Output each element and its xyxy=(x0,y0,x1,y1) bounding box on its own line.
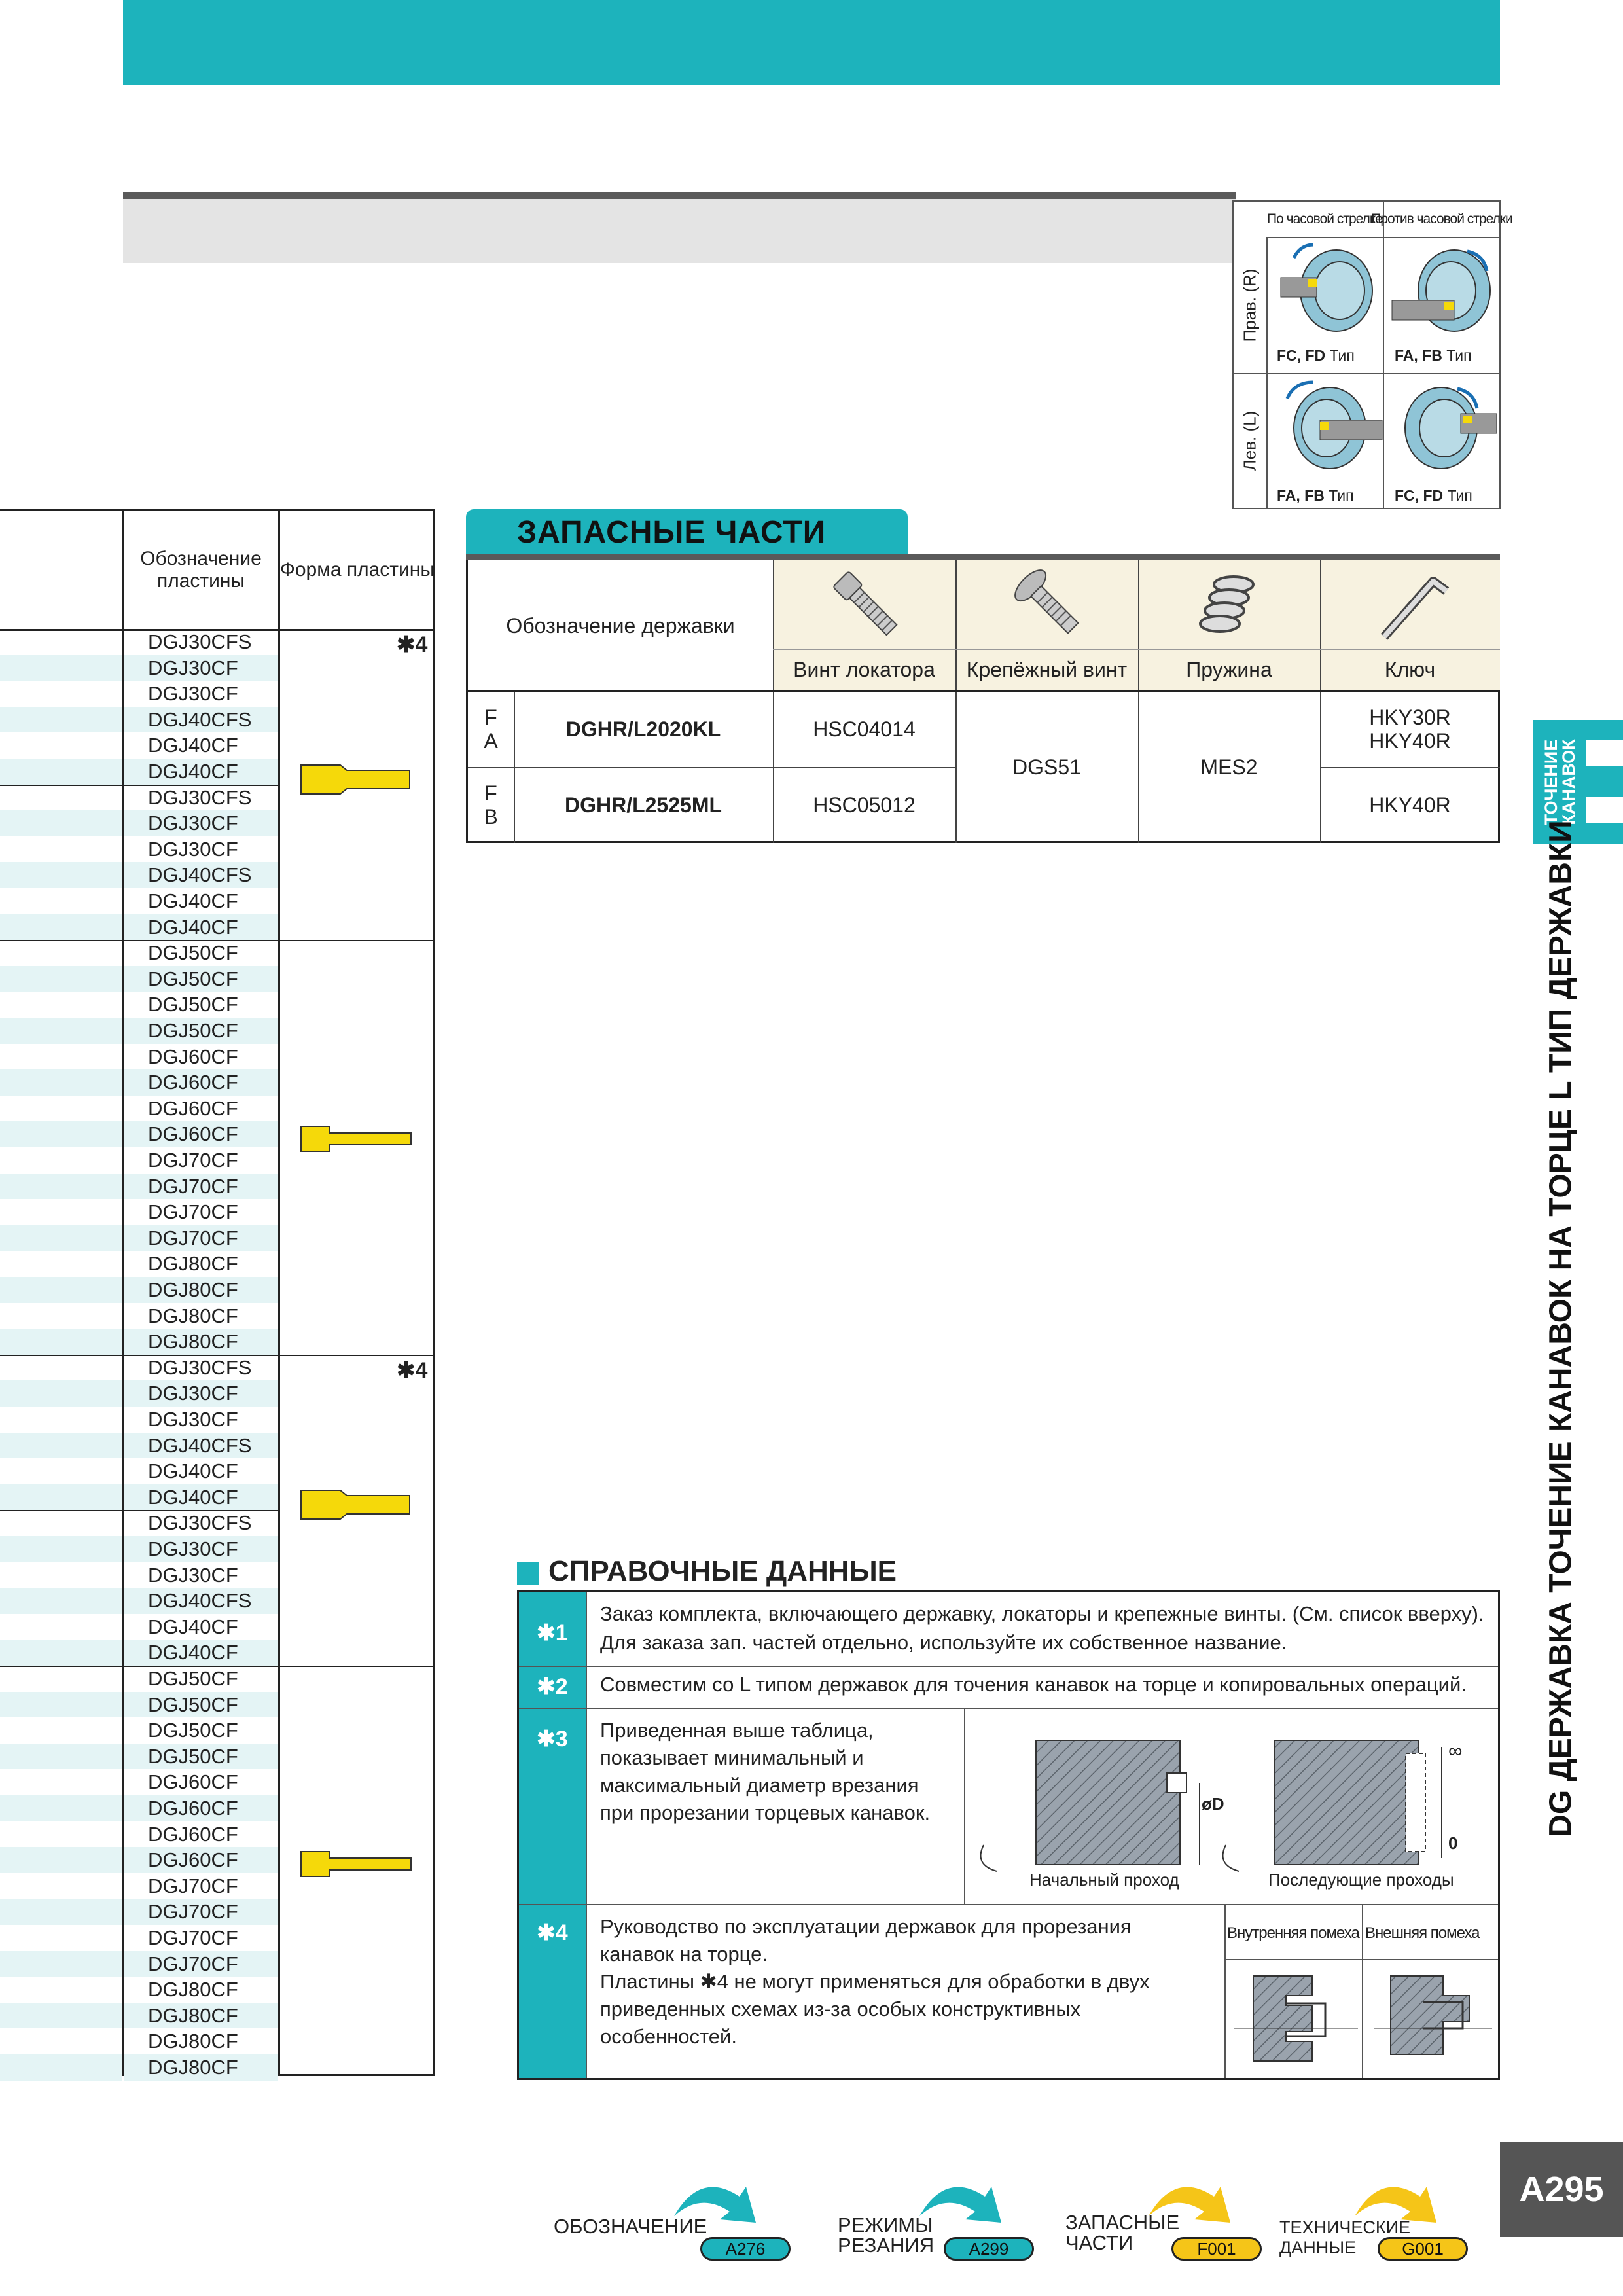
note-text: приведенных схемах из-за особых конструктивных xyxy=(600,1998,1081,2020)
insert-code: DGJ40CFS xyxy=(148,1433,252,1457)
insert-code: DGJ30CFS xyxy=(148,785,252,809)
holder-code: DGHR/L2525ML xyxy=(564,793,722,817)
section-header-bar xyxy=(123,192,1236,263)
insert-code: DGJ30CF xyxy=(148,812,238,835)
insert-code: DGJ60CF xyxy=(148,1797,238,1820)
row-stripe xyxy=(0,1744,122,1770)
col-header-spring: Пружина xyxy=(1186,658,1272,681)
reference-table xyxy=(517,1590,1500,2080)
insert-shape-icon xyxy=(298,1845,416,1884)
row-stripe xyxy=(0,1433,122,1459)
rotation-illustrations xyxy=(1268,238,1499,507)
row-stripe xyxy=(0,1018,122,1044)
insert-code: DGJ40CF xyxy=(148,760,238,783)
row-stripe xyxy=(0,1121,122,1147)
note-number: ✱1 xyxy=(537,1621,568,1645)
insert-code: DGJ40CF xyxy=(148,1641,238,1664)
next-pass-caption: Последующие проходы xyxy=(1268,1870,1454,1890)
insert-code: DGJ30CF xyxy=(148,1537,238,1560)
insert-code: DGJ60CF xyxy=(148,1096,238,1120)
note-text: Приведенная выше таблица, xyxy=(600,1719,874,1742)
insert-table xyxy=(0,509,435,2079)
holder-code: DGHR/L2020KL xyxy=(565,717,721,741)
col-header-key: Ключ xyxy=(1384,658,1436,681)
insert-shape-icon xyxy=(298,1120,416,1159)
insert-code: DGJ50CF xyxy=(148,941,238,965)
holder-type: F B xyxy=(484,781,498,829)
row-stripe xyxy=(0,966,122,992)
insert-code: DGJ30CF xyxy=(148,1563,238,1587)
nav-ref[interactable]: A276 xyxy=(700,2237,791,2261)
workpiece-icon xyxy=(1405,387,1497,469)
nav-label[interactable]: РЕЖИМЫ РЕЗАНИЯ xyxy=(838,2214,935,2257)
top-banner xyxy=(123,0,1500,85)
insert-code: DGJ30CF xyxy=(148,682,238,706)
section-tab-label: ТОЧЕНИЕ КАНАВОК xyxy=(1541,739,1578,825)
insert-code: DGJ70CF xyxy=(148,1174,238,1198)
insert-code: DGJ70CF xyxy=(148,1200,238,1224)
row-stripe xyxy=(0,1225,122,1251)
note-number: ✱4 xyxy=(537,1920,568,1945)
row-stripe xyxy=(0,1536,122,1562)
row-stripe xyxy=(0,1692,122,1718)
insert-code: DGJ80CF xyxy=(148,1278,238,1301)
insert-code: DGJ30CFS xyxy=(148,1511,252,1535)
caption: FA, FB Тип xyxy=(1395,347,1472,364)
insert-code: DGJ50CF xyxy=(148,967,238,990)
note-marker: ✱4 xyxy=(397,1358,428,1383)
rotation-direction-panel xyxy=(1232,200,1512,509)
insert-code: DGJ80CF xyxy=(148,2003,238,2027)
insert-code: DGJ60CF xyxy=(148,1770,238,1794)
col-header-shape: Форма пластины xyxy=(280,559,435,581)
row-stripe xyxy=(0,1329,122,1355)
header-clockwise: По часовой стрелке xyxy=(1266,202,1384,238)
insert-code: DGJ50CF xyxy=(148,1667,238,1690)
note-text: при прорезании торцевых канавок. xyxy=(600,1801,931,1824)
nav-ref[interactable]: G001 xyxy=(1378,2237,1468,2261)
note-number: ✱2 xyxy=(537,1674,568,1699)
inner-interference-header: Внутренняя помеха xyxy=(1227,1924,1359,1942)
spring-icon xyxy=(1188,568,1273,643)
note-text: максимальный диаметр врезания xyxy=(600,1774,919,1797)
insert-code: DGJ80CF xyxy=(148,2030,238,2053)
insert-code: DGJ60CF xyxy=(148,1848,238,1872)
insert-code: DGJ40CF xyxy=(148,1460,238,1483)
insert-code: DGJ40CF xyxy=(148,734,238,757)
interference-diagrams xyxy=(1227,1963,1495,2074)
row-stripe xyxy=(0,1588,122,1614)
row-stripe xyxy=(0,759,122,785)
col-header-holder: Обозначение державки xyxy=(506,614,735,637)
insert-code: DGJ30CFS xyxy=(148,1355,252,1379)
insert-code: DGJ60CF xyxy=(148,1122,238,1146)
locator-screw-value: HSC04014 xyxy=(813,717,916,741)
row-stripe xyxy=(0,914,122,941)
row-stripe xyxy=(0,1380,122,1407)
key-value: HKY30R HKY40R xyxy=(1369,706,1451,753)
insert-code: DGJ60CF xyxy=(148,1822,238,1846)
insert-code: DGJ30CF xyxy=(148,656,238,679)
note-text: Пластины ✱4 не могут применяться для обработки в двух xyxy=(600,1970,1150,1993)
spare-parts-title: ЗАПАСНЫЕ ЧАСТИ xyxy=(517,515,827,550)
page-number: A295 xyxy=(1500,2142,1623,2237)
insert-code: DGJ80CF xyxy=(148,1978,238,2001)
clamp-screw-icon xyxy=(1008,568,1093,643)
row-stripe xyxy=(0,1174,122,1200)
insert-code: DGJ30CFS xyxy=(148,630,252,653)
hex-key-icon xyxy=(1371,568,1456,643)
insert-shape-icon xyxy=(298,1485,416,1524)
note-text: Для заказа зап. частей отдельно, используйте их собственное название. xyxy=(600,1631,1287,1654)
infinity-label: ∞ xyxy=(1448,1740,1463,1762)
outer-interference-header: Внешняя помеха xyxy=(1365,1924,1480,1942)
caption: FC, FD Тип xyxy=(1395,487,1472,504)
note-text: особенностей. xyxy=(600,2025,737,2048)
row-stripe xyxy=(0,1484,122,1511)
insert-code: DGJ70CF xyxy=(148,1900,238,1924)
insert-code: DGJ50CF xyxy=(148,1719,238,1742)
insert-code: DGJ80CF xyxy=(148,1330,238,1354)
insert-code: DGJ40CFS xyxy=(148,1589,252,1613)
nav-ref[interactable]: F001 xyxy=(1171,2237,1262,2261)
nav-label[interactable]: ТЕХНИЧЕСКИЕ ДАННЫЕ xyxy=(1279,2217,1411,2257)
insert-code: DGJ70CF xyxy=(148,1874,238,1897)
insert-code: DGJ40CF xyxy=(148,1615,238,1638)
row-right-label: Прав. (R) xyxy=(1234,237,1268,374)
row-stripe xyxy=(0,1951,122,1977)
insert-code: DGJ40CFS xyxy=(148,708,252,731)
note-text: Заказ комплекта, включающего державку, локаторы и крепежные винты. (См. список вверху). xyxy=(600,1602,1484,1625)
spring-value: MES2 xyxy=(1200,755,1258,779)
insert-code: DGJ30CF xyxy=(148,1408,238,1431)
note-text: Совместим со L типом державок для точения канавок на торце и копировальных операций. xyxy=(600,1673,1467,1696)
key-value: HKY40R xyxy=(1369,793,1451,817)
holder-type: F A xyxy=(484,706,498,753)
zero-label: 0 xyxy=(1448,1833,1458,1853)
col-header-locator-screw: Винт локатора xyxy=(793,658,935,681)
note-number: ✱3 xyxy=(537,1727,568,1751)
insert-code: DGJ50CF xyxy=(148,993,238,1016)
insert-code: DGJ80CF xyxy=(148,2056,238,2079)
note-marker: ✱4 xyxy=(397,632,428,657)
row-stripe xyxy=(0,1069,122,1096)
row-stripe xyxy=(0,655,122,681)
insert-code: DGJ30CF xyxy=(148,1382,238,1405)
insert-code: DGJ80CF xyxy=(148,1252,238,1276)
insert-code: DGJ60CF xyxy=(148,1071,238,1094)
insert-code: DGJ70CF xyxy=(148,1226,238,1249)
insert-code: DGJ40CFS xyxy=(148,863,252,887)
row-stripe xyxy=(0,2003,122,2029)
insert-code: DGJ50CF xyxy=(148,1693,238,1716)
spare-parts-table xyxy=(466,560,1500,843)
workpiece-icon xyxy=(1392,250,1490,331)
insert-code: DGJ50CF xyxy=(148,1019,238,1042)
note-text: Руководство по эксплуатации державок для прорезания xyxy=(600,1915,1132,1938)
insert-code: DGJ40CF xyxy=(148,915,238,939)
caption: FC, FD Тип xyxy=(1277,347,1355,364)
caption: FA, FB Тип xyxy=(1277,487,1354,504)
locator-screw-icon xyxy=(825,568,910,643)
header-counterclockwise: Против часовой стрелки xyxy=(1384,202,1499,238)
locator-screw-value: HSC05012 xyxy=(813,793,916,817)
workpiece-icon xyxy=(1287,382,1382,469)
row-stripe xyxy=(0,707,122,733)
reference-title: СПРАВОЧНЫЕ ДАННЫЕ xyxy=(548,1555,897,1587)
insert-code: DGJ30CF xyxy=(148,837,238,861)
insert-code: DGJ40CF xyxy=(148,1485,238,1509)
row-stripe xyxy=(0,1640,122,1666)
row-stripe xyxy=(0,862,122,888)
row-left-label: Лев. (L) xyxy=(1234,373,1268,508)
row-stripe xyxy=(0,1899,122,1925)
first-pass-caption: Начальный проход xyxy=(1029,1870,1179,1890)
workpiece-icon xyxy=(1281,245,1372,331)
row-stripe xyxy=(0,1847,122,1873)
col-header-designation: Обозначение пластины xyxy=(140,548,262,592)
clamp-screw-value: DGS51 xyxy=(1012,755,1081,779)
vertical-page-title: DG ДЕРЖАВКА ТОЧЕНИЕ КАНАВОК НА ТОРЦЕ L ТИП ДЕРЖАВКИ xyxy=(1543,820,1578,1837)
insert-code: DGJ70CF xyxy=(148,1149,238,1172)
row-stripe xyxy=(0,2054,122,2081)
insert-shape-icon xyxy=(298,760,416,799)
row-stripe xyxy=(0,810,122,836)
insert-code: DGJ40CF xyxy=(148,889,238,912)
insert-code: DGJ80CF xyxy=(148,1304,238,1327)
note-text: канавок на торце. xyxy=(600,1943,768,1965)
diameter-label: øD xyxy=(1202,1794,1224,1814)
col-header-clamp-screw: Крепёжный винт xyxy=(966,658,1128,681)
row-stripe xyxy=(0,1277,122,1303)
insert-code: DGJ70CF xyxy=(148,1926,238,1949)
nav-ref[interactable]: A299 xyxy=(944,2237,1034,2261)
insert-code: DGJ50CF xyxy=(148,1744,238,1768)
nav-label[interactable]: ОБОЗНАЧЕНИЕ xyxy=(554,2215,707,2238)
insert-code: DGJ60CF xyxy=(148,1045,238,1068)
insert-code: DGJ70CF xyxy=(148,1952,238,1975)
nav-label[interactable]: ЗАПАСНЫЕ ЧАСТИ xyxy=(1065,2211,1180,2254)
note-text: показывает минимальный и xyxy=(600,1746,864,1769)
row-stripe xyxy=(0,1795,122,1821)
